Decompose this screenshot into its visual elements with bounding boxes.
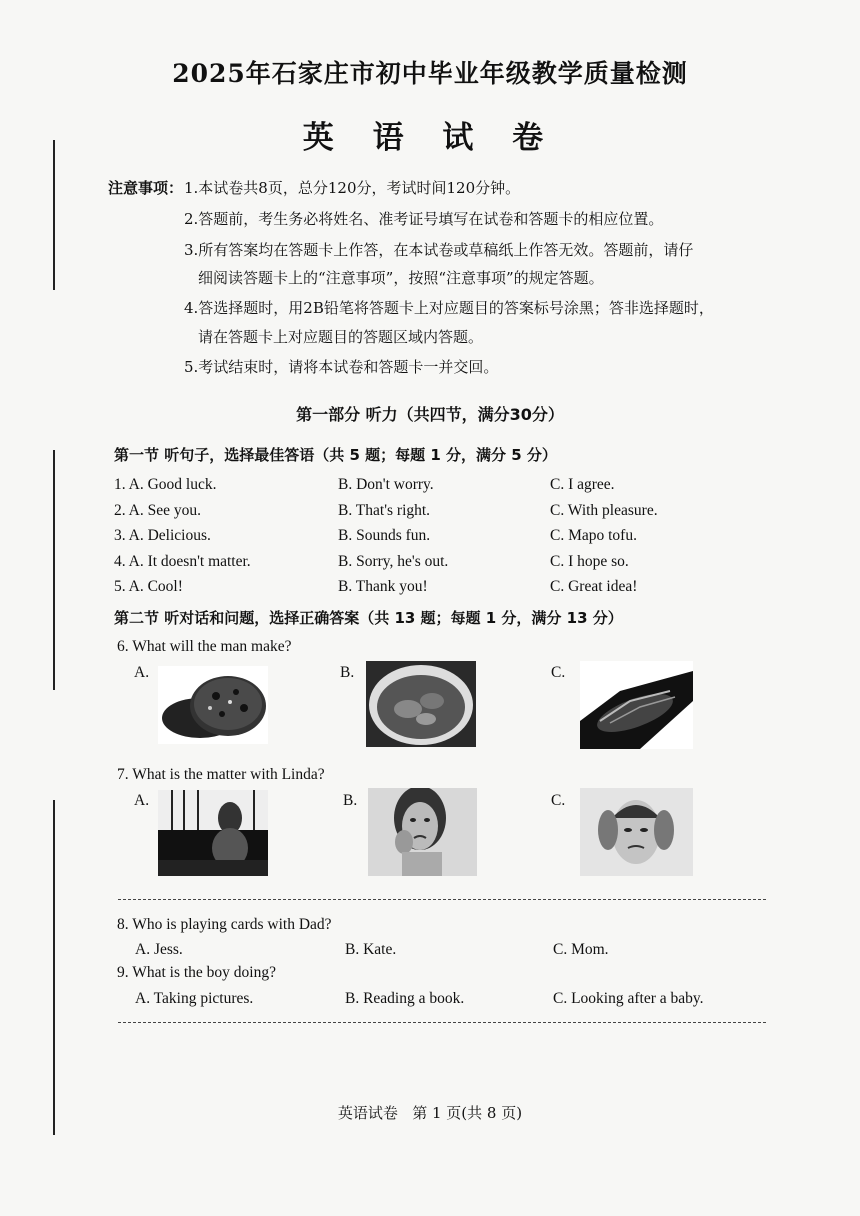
margin-line-top [53,140,55,290]
note-item-5: 5.考试结束时，请将本试卷和答题卡一并交回。 [184,358,499,376]
section1-heading: 第一节 听句子，选择最佳答语（共 5 题；每题 1 分，满分 5 分） [114,446,557,464]
q5-option-c: C. Great idea! [550,578,638,595]
notes-label: 注意事项： [108,179,184,197]
q2-option-c: C. With pleasure. [550,502,658,519]
q6-label-a: A. [134,664,150,681]
exam-subtitle: 英 语 试 卷 [302,120,558,156]
q2-option-b: B. That's right. [338,502,431,519]
q5-option-a: 5. A. Cool! [114,578,183,595]
q1-option-c: C. I agree. [550,476,615,493]
note-item-4-cont: 请在答题卡上对应题目的答题区域内答题。 [198,328,484,346]
q6-label-b: B. [340,664,355,681]
q9-option-b: B. Reading a book. [345,990,465,1007]
q6-picture-soup [366,661,476,747]
q6-picture-fish [580,661,693,749]
q1-option-b: B. Don't worry. [338,476,434,493]
q8-option-c: C. Mom. [553,941,609,958]
q7-text: 7. What is the matter with Linda? [117,766,325,783]
q1-option-a: 1. A. Good luck. [114,476,217,493]
q9-option-a: A. Taking pictures. [135,990,254,1007]
note-item-4: 4.答选择题时，用2B铅笔将答题卡上对应题目的答案标号涂黑；答非选择题时， [184,299,714,317]
q3-option-b: B. Sounds fun. [338,527,431,544]
q4-option-b: B. Sorry, he's out. [338,553,449,570]
q8-text: 8. Who is playing cards with Dad? [117,916,332,933]
note-item-3: 3.所有答案均在答题卡上作答，在本试卷或草稿纸上作答无效。答题前，请仔 [184,241,694,259]
margin-line-middle [53,450,55,690]
q6-text: 6. What will the man make? [117,638,292,655]
note-item-2: 2.答题前，考生务必将姓名、准考证号填写在试卷和答题卡的相应位置。 [184,210,664,228]
note-item-1: 1.本试卷共8页，总分120分，考试时间120分钟。 [184,179,521,197]
q7-picture-headache [580,788,693,876]
q2-option-a: 2. A. See you. [114,502,201,519]
q7-label-c: C. [551,792,566,809]
dashed-separator-bottom [118,1022,766,1023]
note-item-3-cont: 细阅读答题卡上的“注意事项”，按照“注意事项”的规定答题。 [198,269,604,287]
q9-text: 9. What is the boy doing? [117,964,276,981]
q4-option-a: 4. A. It doesn't matter. [114,553,251,570]
q5-option-b: B. Thank you! [338,578,428,595]
q6-label-c: C. [551,664,566,681]
q3-option-c: C. Mapo tofu. [550,527,637,544]
q7-picture-sad-girl [158,790,268,876]
q7-picture-toothache [368,788,477,876]
q7-label-a: A. [134,792,150,809]
exam-title: 2025年石家庄市初中毕业年级教学质量检测 [172,59,688,88]
dashed-separator-top [118,899,766,900]
part1-heading: 第一部分 听力（共四节，满分30分） [296,405,564,424]
section2-heading: 第二节 听对话和问题，选择正确答案（共 13 题；每题 1 分，满分 13 分） [114,609,623,627]
q7-label-b: B. [343,792,358,809]
q8-option-a: A. Jess. [135,941,183,958]
q4-option-c: C. I hope so. [550,553,629,570]
page-footer: 英语试卷 第 1 页(共 8 页) [337,1104,523,1122]
q8-option-b: B. Kate. [345,941,397,958]
q6-picture-cookies [158,666,268,744]
q3-option-a: 3. A. Delicious. [114,527,211,544]
margin-line-bottom [53,800,55,1135]
q9-option-c: C. Looking after a baby. [553,990,704,1007]
